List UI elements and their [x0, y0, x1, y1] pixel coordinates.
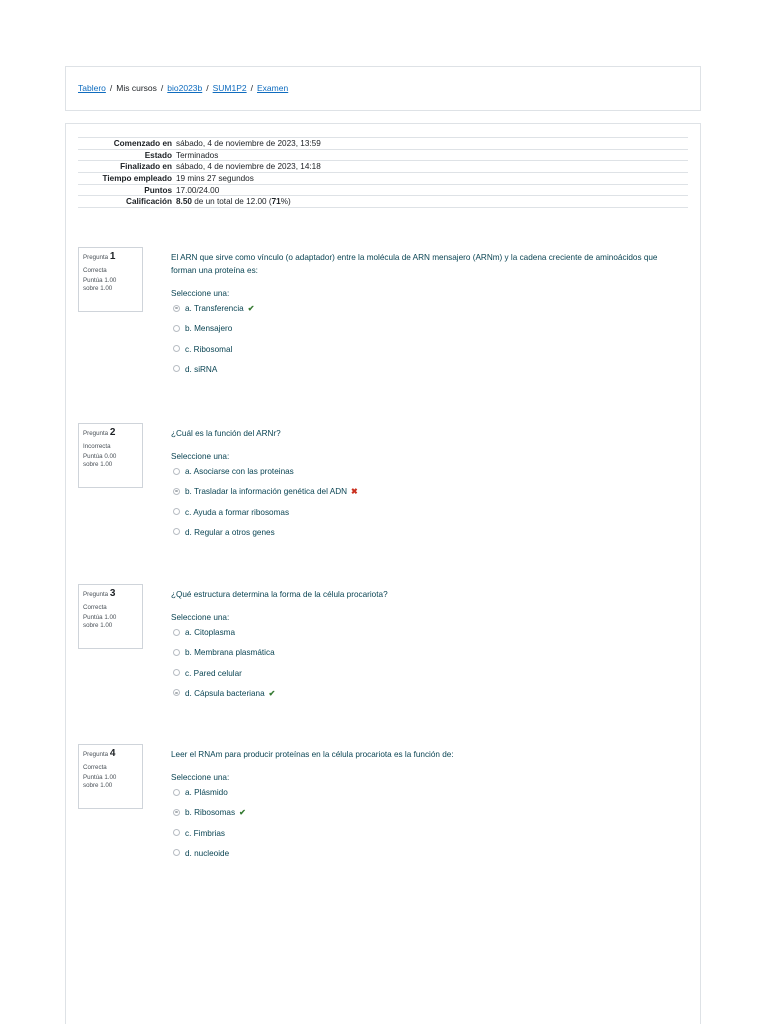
question-max: sobre 1.00: [83, 285, 113, 292]
question-number-value: 2: [109, 427, 116, 438]
summary-value: Terminados: [176, 149, 688, 161]
question-number-value: 3: [109, 588, 116, 599]
summary-label: Comenzado en: [78, 138, 176, 150]
option-label: d. Regular a otros genes: [185, 527, 275, 537]
radio-button[interactable]: [173, 849, 180, 856]
question-info: [78, 584, 143, 649]
answer-option[interactable]: [171, 786, 681, 806]
answer-option[interactable]: [171, 322, 681, 342]
option-label: a. Plásmido: [185, 788, 228, 797]
radio-button[interactable]: [173, 528, 180, 535]
option-label: b. Trasladar la información genética del ADN: [185, 487, 348, 497]
question-content: [171, 588, 681, 707]
radio-button[interactable]: [173, 325, 180, 332]
radio-button[interactable]: [173, 365, 180, 372]
question-max: sobre 1.00: [83, 622, 113, 629]
check-icon: ✔: [247, 304, 255, 313]
summary-value: 17.00/24.00: [176, 184, 688, 196]
check-icon: ✔: [239, 808, 246, 818]
answer-option[interactable]: [171, 465, 681, 485]
radio-button[interactable]: [173, 508, 180, 515]
answer-option[interactable]: [171, 687, 681, 707]
radio-button[interactable]: [173, 689, 180, 696]
question-number: [83, 748, 138, 761]
radio-button[interactable]: [173, 629, 180, 636]
answer-option[interactable]: [171, 806, 681, 826]
breadcrumb: [78, 83, 288, 93]
summary-row: [78, 161, 688, 173]
question-max: sobre 1.00: [83, 782, 113, 789]
answer-prompt: Seleccione una:: [171, 289, 230, 298]
question-info: [78, 423, 143, 488]
summary-label: Tiempo empleado: [78, 173, 176, 185]
radio-button[interactable]: [173, 649, 180, 656]
breadcrumb-link-course[interactable]: bio2023b: [167, 83, 203, 93]
option-label: d. siRNA: [185, 364, 218, 374]
breadcrumb-link-section[interactable]: SUM1P2: [212, 83, 247, 93]
question-number-value: 1: [109, 251, 116, 262]
question-number: [83, 427, 138, 440]
question-number-value: 4: [109, 748, 116, 759]
question-label: Pregunta: [83, 254, 109, 261]
option-label: c. Fimbrias: [185, 828, 226, 838]
question-max: sobre 1.00: [83, 461, 113, 468]
question-number: [83, 588, 138, 601]
question-number: [83, 251, 138, 264]
question-score: Puntúa 0.00: [83, 453, 117, 461]
answer-prompt: Seleccione una:: [171, 773, 230, 782]
question-state: Incorrecta: [83, 442, 111, 450]
breadcrumb-link-tablero[interactable]: Tablero: [78, 83, 106, 93]
question-info: [78, 744, 143, 809]
option-label: d. Cápsula bacteriana: [185, 688, 265, 698]
answer-option[interactable]: [171, 626, 681, 646]
summary-label: Puntos: [78, 184, 176, 196]
answer-option[interactable]: [171, 526, 681, 546]
question-state: Correcta: [83, 266, 107, 274]
question-score: Puntúa 1.00: [83, 774, 117, 782]
grade-score: 8.50: [176, 197, 192, 207]
answer-option[interactable]: [171, 485, 681, 505]
question-content: [171, 748, 681, 867]
answer-prompt: Seleccione una:: [171, 613, 230, 622]
radio-button[interactable]: [173, 345, 180, 352]
summary-label: Calificación: [78, 196, 176, 208]
answer-option[interactable]: [171, 343, 681, 363]
summary-row-grade: [78, 196, 688, 208]
radio-button[interactable]: [173, 305, 180, 312]
question-state: Correcta: [83, 603, 107, 611]
option-label: b. Mensajero: [185, 324, 233, 334]
summary-row: [78, 184, 688, 196]
question-text: ¿Cuál es la función del ARNr?: [171, 429, 281, 438]
summary-row: [78, 173, 688, 185]
summary-row: [78, 138, 688, 150]
summary-value: sábado, 4 de noviembre de 2023, 13:59: [176, 138, 688, 150]
answer-option[interactable]: [171, 827, 681, 847]
breadcrumb-link-exam[interactable]: Examen: [257, 83, 289, 93]
summary-row: [78, 149, 688, 161]
breadcrumb-separator: /: [160, 83, 164, 93]
option-label: c. Ribosomal: [185, 344, 233, 354]
option-label: a. Asociarse con las proteinas: [185, 467, 294, 476]
answer-option[interactable]: [171, 847, 681, 867]
cross-icon: ✖: [351, 487, 358, 497]
option-label: c. Pared celular: [185, 668, 242, 678]
breadcrumb-item-mis-cursos: Mis cursos: [116, 83, 157, 93]
check-icon: ✔: [268, 688, 276, 698]
breadcrumb-separator: /: [206, 83, 209, 93]
grade-percent-tail: %): [280, 197, 291, 207]
grade-total: de un total de 12.00 (: [194, 197, 272, 207]
option-label: c. Ayuda a formar ribosomas: [185, 507, 290, 517]
quiz-review-region: [65, 123, 701, 1024]
question-text: Leer el RNAm para producir proteínas en la célula procariota es la función de:: [171, 750, 454, 759]
question-text: El ARN que sirve como vínculo (o adaptador) entre la molécula de ARN mensajero (ARNm) y la cadena creciente de aminoácidos que forman una proteína es:: [171, 253, 658, 275]
option-label: d. nucleoide: [185, 848, 230, 858]
option-label: a. Transferencia: [185, 304, 244, 313]
summary-label: Finalizado en: [78, 161, 176, 173]
radio-button[interactable]: [173, 468, 180, 475]
radio-button[interactable]: [173, 829, 180, 836]
question-text: ¿Qué estructura determina la forma de la célula procariota?: [171, 590, 388, 599]
radio-button[interactable]: [173, 488, 180, 495]
grade-percent: 71: [271, 197, 281, 207]
option-label: b. Membrana plasmática: [185, 648, 275, 658]
answer-option[interactable]: [171, 646, 681, 666]
answer-option[interactable]: [171, 667, 681, 687]
question-content: [171, 427, 681, 546]
answer-option[interactable]: [171, 363, 681, 383]
question-score: Puntúa 1.00: [83, 614, 117, 622]
question-state: Correcta: [83, 763, 107, 771]
grade-value: [176, 196, 688, 208]
breadcrumb-separator: /: [250, 83, 254, 93]
summary-label: Estado: [78, 149, 176, 161]
answer-option[interactable]: [171, 506, 681, 526]
question-score: Puntúa 1.00: [83, 277, 117, 285]
question-label: Pregunta: [83, 591, 109, 598]
option-label: b. Ribosomas: [185, 808, 236, 818]
radio-button[interactable]: [173, 669, 180, 676]
question-content: [171, 251, 681, 383]
attempt-summary-table: [78, 137, 688, 208]
answer-option[interactable]: [171, 302, 681, 322]
breadcrumb-separator: /: [109, 83, 113, 93]
option-label: a. Citoplasma: [185, 628, 236, 637]
question-info: [78, 247, 143, 312]
radio-button[interactable]: [173, 789, 180, 796]
question-label: Pregunta: [83, 751, 109, 758]
answer-prompt: Seleccione una:: [171, 452, 230, 461]
breadcrumb-bar: [65, 66, 701, 111]
summary-value: 19 mins 27 segundos: [176, 173, 688, 185]
question-label: Pregunta: [83, 430, 109, 437]
radio-button[interactable]: [173, 809, 180, 816]
summary-value: sábado, 4 de noviembre de 2023, 14:18: [176, 161, 688, 173]
